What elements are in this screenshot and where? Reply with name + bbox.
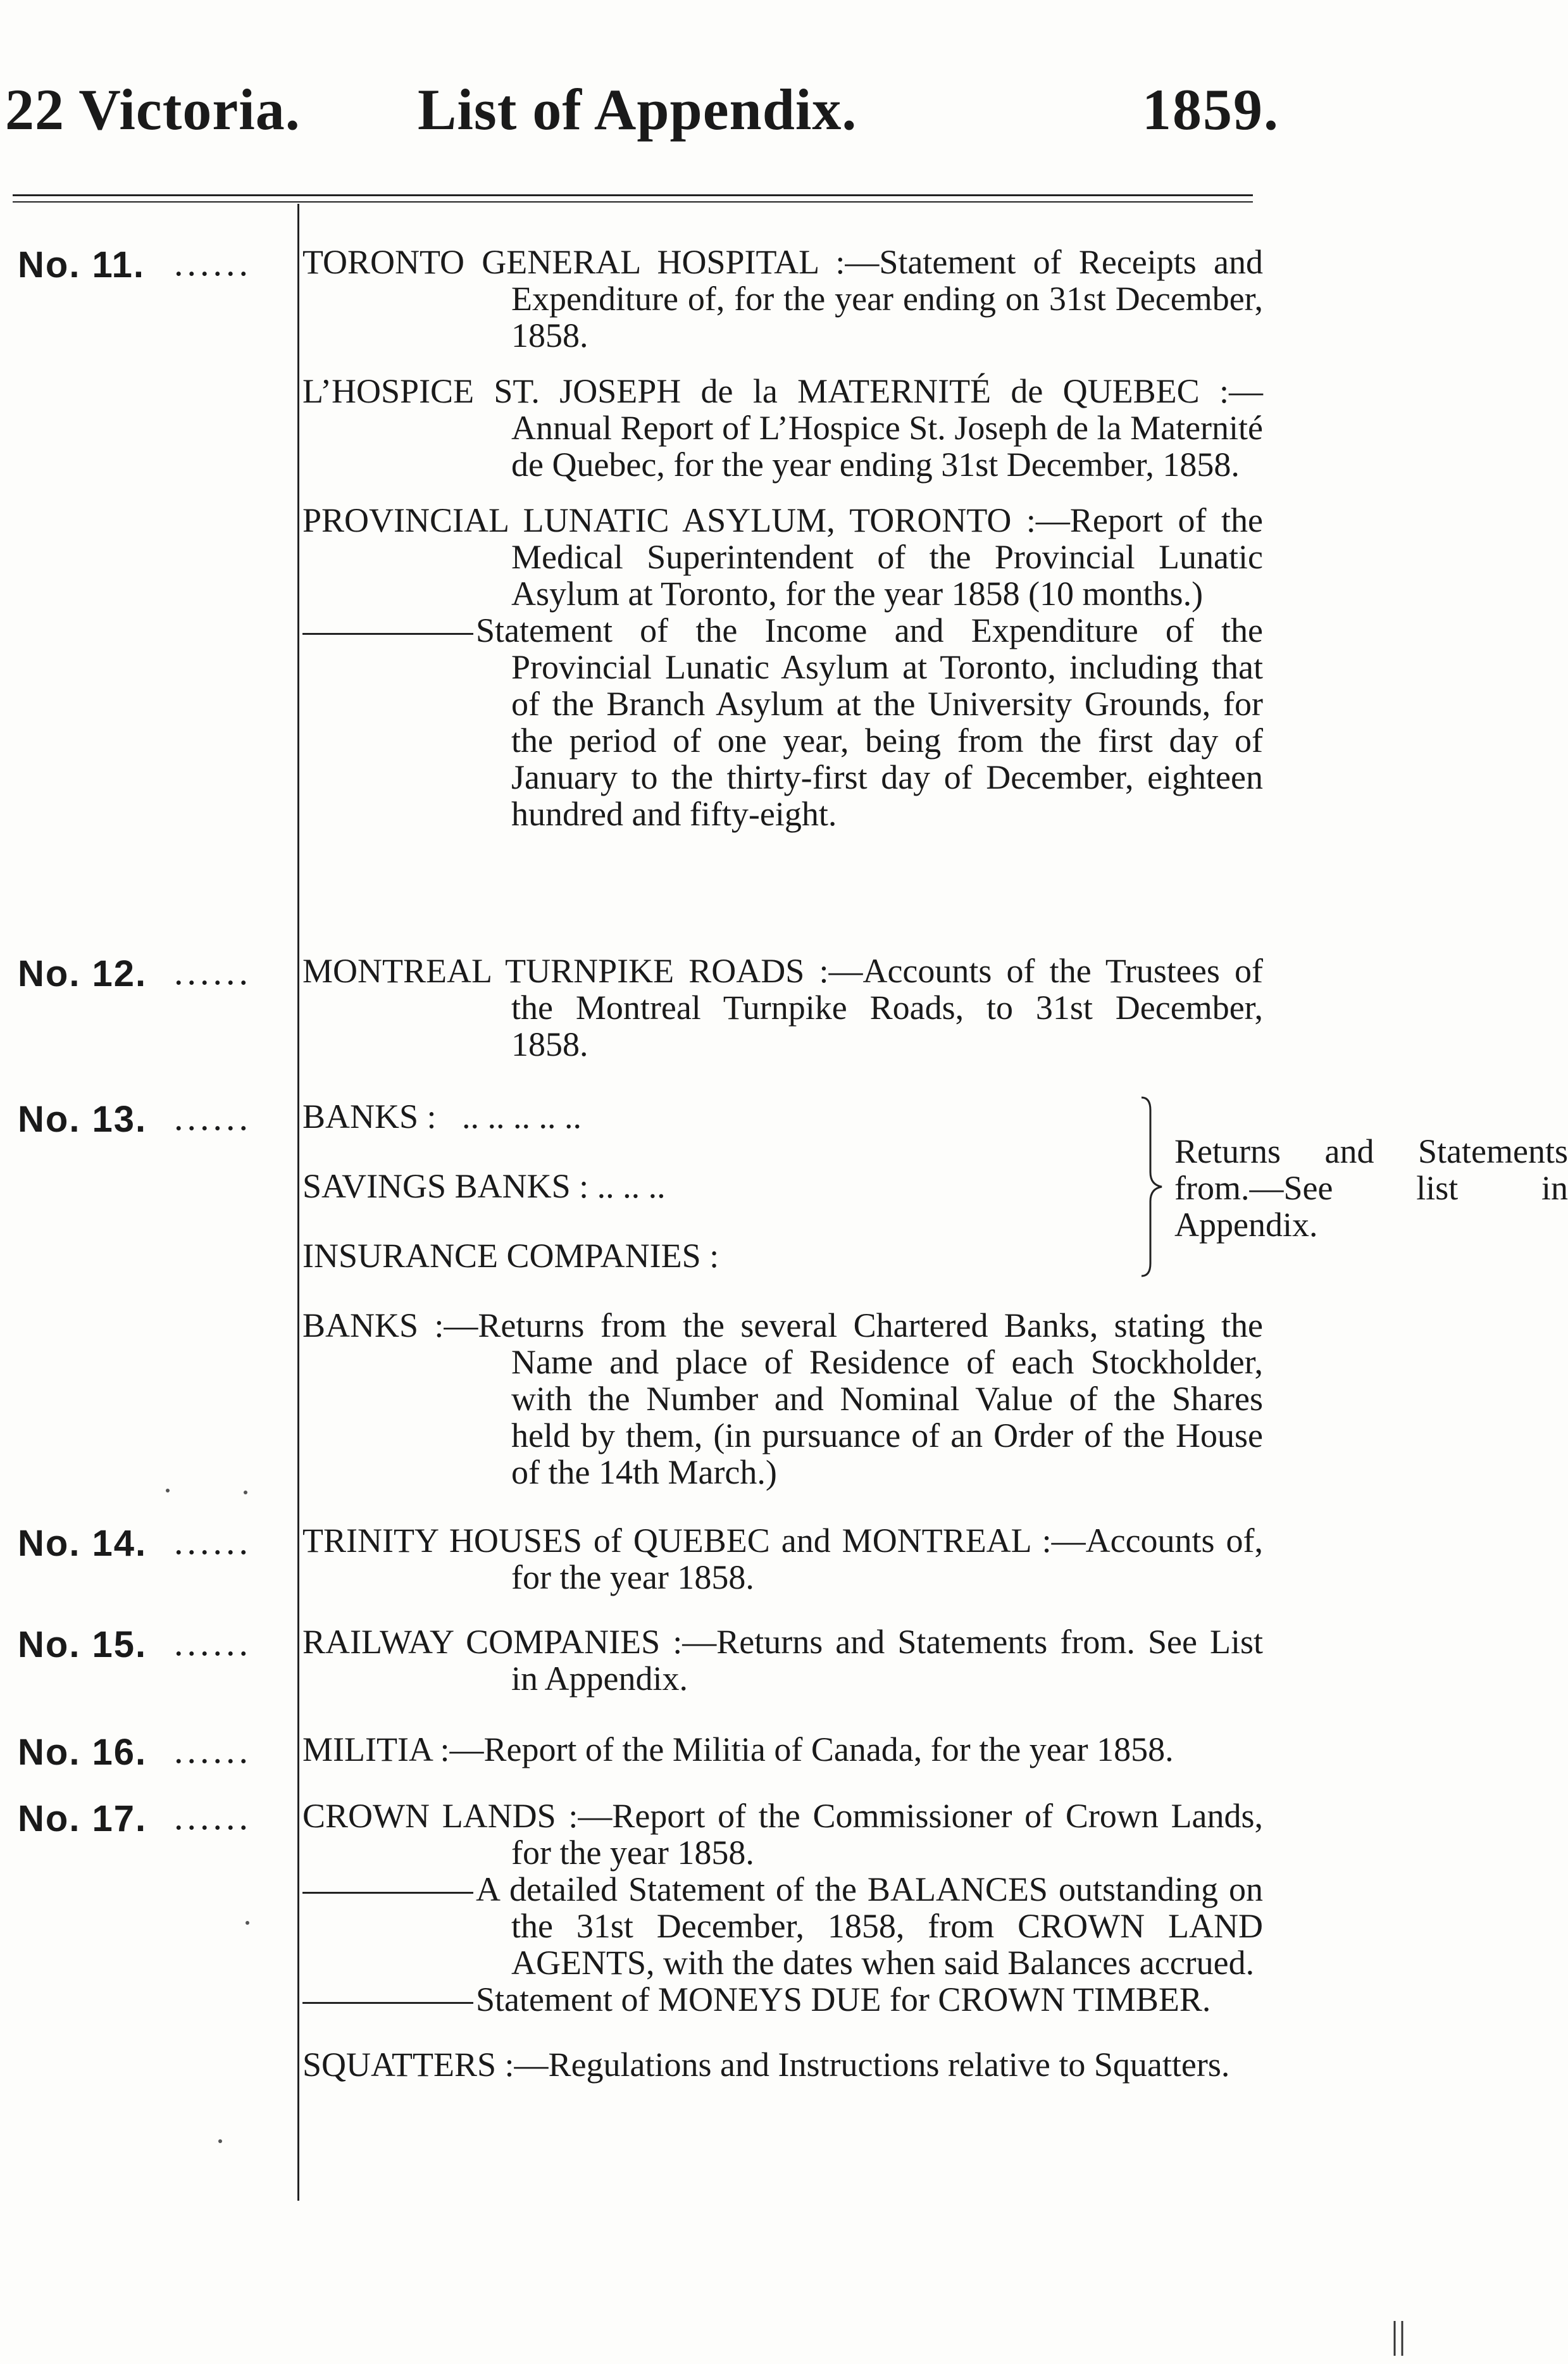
brace-item-savings-banks: SAVINGS BANKS : .. .. .. bbox=[302, 1167, 666, 1205]
ditto-dash bbox=[302, 633, 473, 635]
curly-brace bbox=[1136, 1095, 1168, 1279]
ink-speck bbox=[166, 1489, 170, 1492]
ink-speck bbox=[246, 1921, 249, 1925]
entry-11-lunatic-asylum: PROVINCIAL LUNATIC ASYLUM, TORONTO :—Report of the Medical Superintendent of the Provincial Lunatic Asylum at Toronto, for the year 1858 (10 months.) bbox=[302, 501, 1263, 613]
brace-item-banks: BANKS : .. .. .. .. .. bbox=[302, 1098, 582, 1135]
running-head bbox=[0, 76, 1442, 158]
entry-12 bbox=[302, 953, 1263, 1063]
leader-dots: ...... bbox=[174, 242, 252, 284]
header-rule-top bbox=[13, 194, 1253, 196]
column-divider bbox=[297, 204, 299, 2201]
entry-16 bbox=[302, 1731, 1263, 1768]
entry-17-crown-lands: CROWN LANDS :—Report of the Commissioner of Crown Lands, for the year 1858. bbox=[302, 1797, 1263, 1872]
entry-number-13: No. 13. bbox=[18, 1099, 147, 1140]
leader-dots: ...... bbox=[174, 1097, 252, 1138]
entry-13-banks-returns-text: BANKS :—Returns from the several Chartered Banks, stating the Name and place of Residence of each Stockholder, with the Number and Nominal Value of the Shares held by them, (in pursuance of an Order of the House of the 14th March.) bbox=[302, 1306, 1263, 1491]
entry-11-asylum-statement-text: Statement of the Income and Expenditure of the Provincial Lunatic Asylum at Toronto, including that of the Branch Asylum at the University Grounds, for the period of one year, being from the first day of January to the thirty-first day of December, eighteen hundred and fifty-eight. bbox=[476, 611, 1263, 833]
entry-number-16: No. 16. bbox=[18, 1732, 147, 1773]
entry-17-balances-text: A detailed Statement of the BALANCES outstanding on the 31st December, 1858, from CROWN LAND AGENTS, with the dates when said Balances accrued. bbox=[476, 1870, 1263, 1982]
entry-17-moneys-due-text: Statement of MONEYS DUE for CROWN TIMBER. bbox=[476, 1980, 1211, 2018]
ditto-dash bbox=[302, 2002, 473, 2004]
entry-14 bbox=[302, 1522, 1263, 1596]
leader-dots: ...... bbox=[174, 1796, 252, 1837]
header-session: 22 Victoria. bbox=[5, 77, 301, 142]
leader-dots: ...... bbox=[174, 951, 252, 992]
header-rule-bottom bbox=[13, 201, 1253, 203]
entry-17-moneys-due bbox=[302, 1981, 1263, 2018]
entry-13-banks-returns bbox=[302, 1307, 1263, 1491]
ink-speck bbox=[244, 1491, 247, 1494]
header-year: 1859. bbox=[1142, 77, 1279, 142]
ink-speck bbox=[218, 2139, 222, 2143]
entry-number-15: No. 15. bbox=[18, 1624, 147, 1665]
brace-note: Returns and Statements from.—See list in Appendix. bbox=[1174, 1132, 1568, 1244]
entry-17-squatters: SQUATTERS :—Regulations and Instructions relative to Squatters. bbox=[302, 2046, 1230, 2084]
ditto-dash bbox=[302, 1892, 473, 1894]
entry-15 bbox=[302, 1623, 1263, 1697]
entry-number-14: No. 14. bbox=[18, 1523, 147, 1564]
entry-12-turnpike: MONTREAL TURNPIKE ROADS :—Accounts of the Trustees of the Montreal Turnpike Roads, to 31st December, 1858. bbox=[302, 952, 1263, 1063]
entry-15-railway: RAILWAY COMPANIES :—Returns and Statements from. See List in Appendix. bbox=[302, 1623, 1263, 1698]
page-mark: || bbox=[1391, 2314, 1407, 2356]
entry-17-balances bbox=[302, 1871, 1263, 1981]
entry-13-brace-group bbox=[302, 1095, 1568, 1285]
brace-item-insurance: INSURANCE COMPANIES : bbox=[302, 1237, 719, 1275]
entry-11-toronto-hospital: TORONTO GENERAL HOSPITAL :—Statement of Receipts and Expenditure of, for the year ending on 31st December, 1858. bbox=[302, 243, 1263, 354]
leader-dots: ...... bbox=[174, 1622, 252, 1663]
header-title: List of Appendix. bbox=[418, 77, 857, 142]
leader-dots: ...... bbox=[174, 1521, 252, 1562]
entry-11-hospice: L’HOSPICE ST. JOSEPH de la MATERNITÉ de QUEBEC :—Annual Report of L’Hospice St. Joseph de la Maternité de Quebec, for the year ending 31st December, 1858. bbox=[302, 372, 1263, 484]
entry-17 bbox=[302, 1798, 1263, 2083]
entry-16-militia: MILITIA :—Report of the Militia of Canada, for the year 1858. bbox=[302, 1730, 1174, 1768]
entry-number-12: No. 12. bbox=[18, 953, 147, 994]
entry-11-asylum-statement bbox=[302, 612, 1263, 832]
entry-11 bbox=[302, 244, 1263, 832]
entry-number-17: No. 17. bbox=[18, 1798, 147, 1839]
entry-14-trinity-houses: TRINITY HOUSES of QUEBEC and MONTREAL :—Accounts of, for the year 1858. bbox=[302, 1522, 1263, 1596]
entry-number-11: No. 11. bbox=[18, 244, 145, 285]
leader-dots: ...... bbox=[174, 1730, 252, 1771]
